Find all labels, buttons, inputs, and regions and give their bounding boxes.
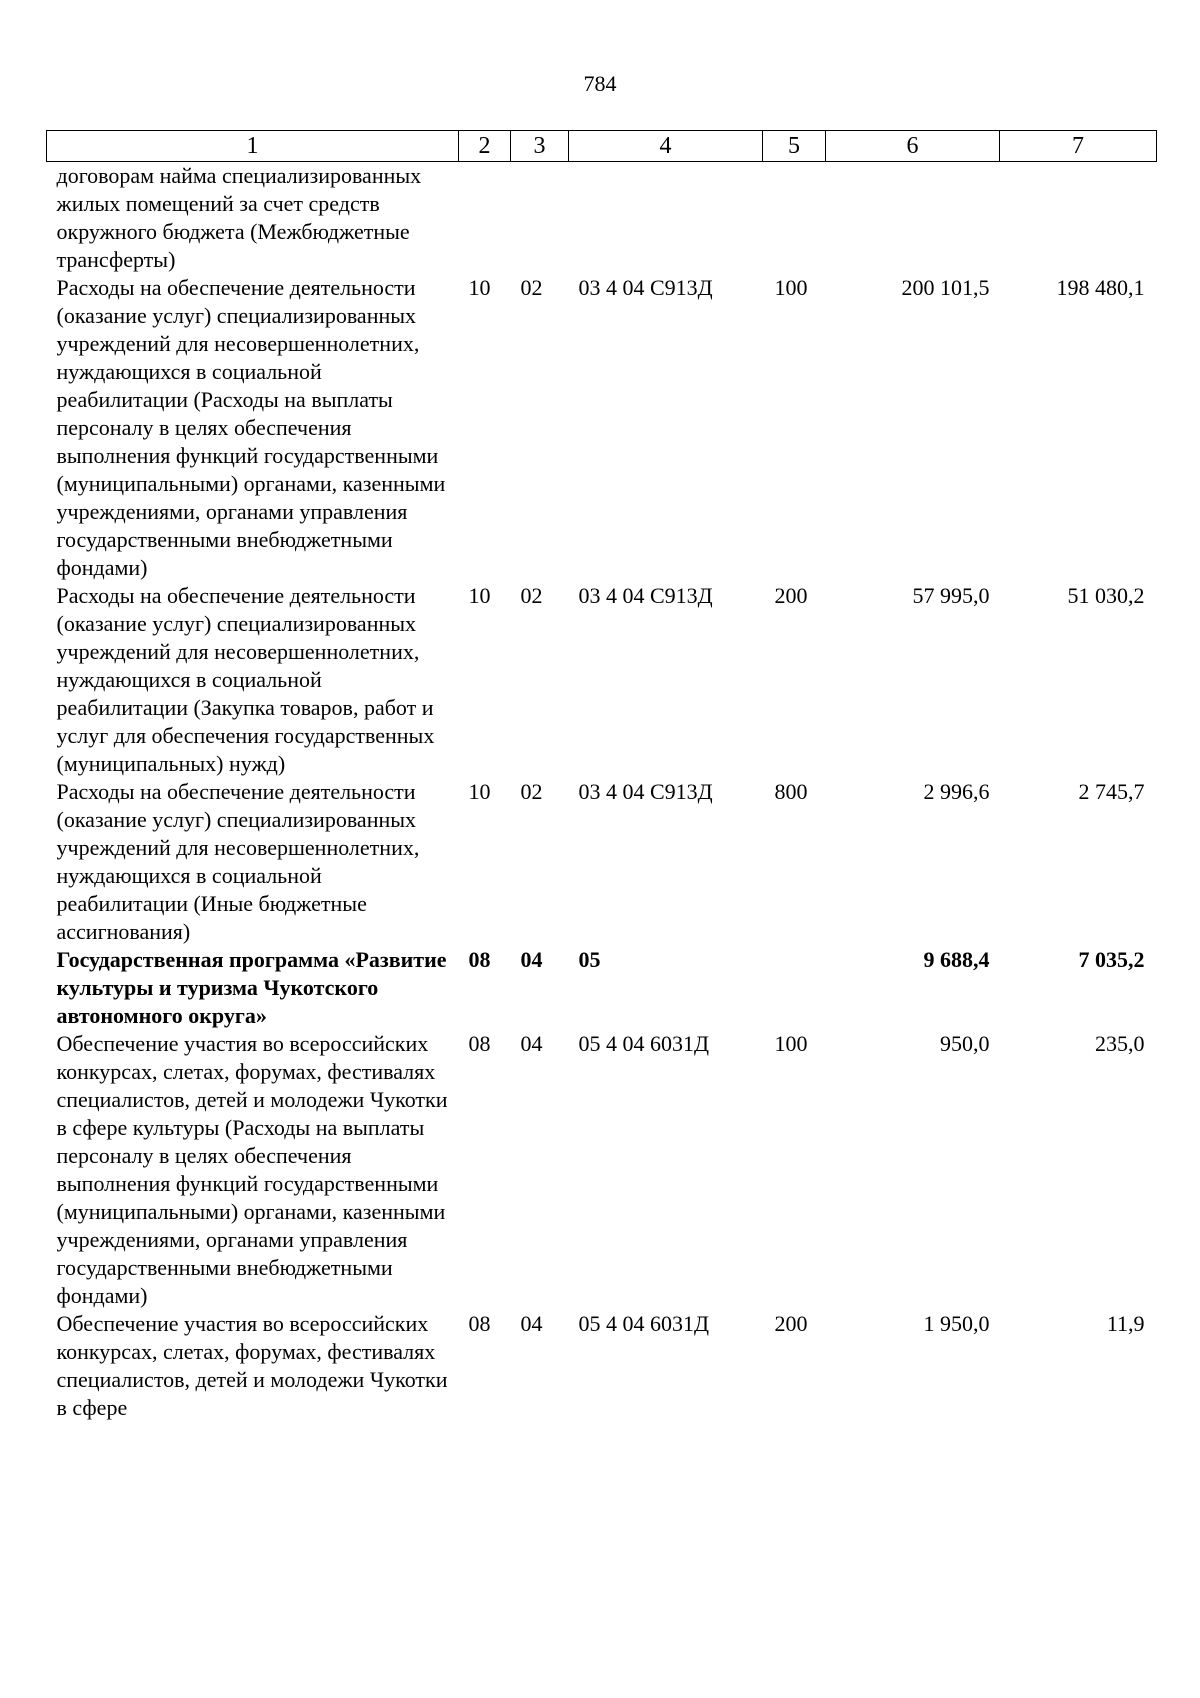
row-target-code-cell <box>569 162 763 275</box>
table-row <box>47 946 1157 1030</box>
row-name-cell: Расходы на обеспечение деятельности (оказание услуг) специализированных учреждений для несовершеннолетних, нуждающихся в социальной реабилитации (Иные бюджетные ассигнования) <box>56 779 420 944</box>
table-row <box>47 274 1157 582</box>
row-amount-col6-cell: 2 996,6 <box>923 779 990 804</box>
row-expense-type-cell: 200 <box>774 583 808 608</box>
row-section-cell: 10 <box>468 275 491 300</box>
row-subsection-cell <box>511 162 569 275</box>
row-amount-col6-cell <box>826 162 1000 275</box>
row-amount-col7-cell: 51 030,2 <box>1067 583 1145 608</box>
row-amount-col6-cell: 950,0 <box>940 1031 990 1056</box>
row-section-cell <box>459 162 511 275</box>
column-header-1: 1 <box>47 131 459 162</box>
column-header-3: 3 <box>511 131 569 162</box>
row-section-cell: 08 <box>468 1311 491 1336</box>
table-row <box>47 778 1157 946</box>
table-row <box>47 1030 1157 1310</box>
row-amount-col7-cell: 198 480,1 <box>1056 275 1145 300</box>
row-name-cell: Расходы на обеспечение деятельности (оказание услуг) специализированных учреждений для несовершеннолетних, нуждающихся в социальной реабилитации (Расходы на выплаты персоналу в целях обеспечения выполнения функций государственными (муниципальными) органами, казенными учреждениями, органами управления государственными внебюджетными фондами) <box>56 275 446 580</box>
row-expense-type-cell <box>763 162 826 275</box>
page-number: 784 <box>583 71 617 96</box>
column-header-6: 6 <box>826 131 1000 162</box>
row-subsection-cell: 02 <box>520 779 543 804</box>
row-target-code-cell: 05 4 04 6031Д <box>578 1311 710 1336</box>
table-body <box>47 162 1157 1423</box>
row-name-cell: Обеспечение участия во всероссийских конкурсах, слетах, форумах, фестивалях специалистов, детей и молодежи Чукотки в сфере культуры (Расходы на выплаты персоналу в целях обеспечения выполнения функций государственными (муниципальными) органами, казенными учреждениями, органами управления государственными внебюджетными фондами) <box>56 1031 448 1308</box>
row-amount-col7-cell: 2 745,7 <box>1078 779 1145 804</box>
row-name-cell: Расходы на обеспечение деятельности (оказание услуг) специализированных учреждений для несовершеннолетних, нуждающихся в социальной реабилитации (Закупка товаров, работ и услуг для обеспечения государственных (муниципальных) нужд) <box>56 583 435 776</box>
row-name-cell: Обеспечение участия во всероссийских конкурсах, слетах, форумах, фестивалях специалистов, детей и молодежи Чукотки в сфере <box>56 1311 448 1420</box>
row-name-cell: договорам найма специализированных жилых помещений за счет средств окружного бюджета (Межбюджетные трансферты) <box>56 163 422 272</box>
row-amount-col7-cell: 11,9 <box>1106 1311 1145 1336</box>
row-subsection-cell: 04 <box>520 1031 543 1056</box>
row-subsection-cell: 02 <box>520 583 543 608</box>
table-header-row <box>47 131 1157 162</box>
row-subsection-cell: 02 <box>520 275 543 300</box>
row-target-code-cell: 05 4 04 6031Д <box>578 1031 710 1056</box>
row-section-cell: 10 <box>468 779 491 804</box>
row-amount-col7-cell: 235,0 <box>1095 1031 1145 1056</box>
column-header-4: 4 <box>569 131 763 162</box>
table-row <box>47 1310 1157 1422</box>
row-amount-col6-cell: 200 101,5 <box>901 275 990 300</box>
row-target-code-cell: 03 4 04 С913Д <box>578 275 713 300</box>
row-target-code-cell: 03 4 04 С913Д <box>578 583 713 608</box>
row-amount-col6-cell: 1 950,0 <box>923 1311 990 1336</box>
row-section-cell: 08 <box>468 1031 491 1056</box>
budget-table <box>46 130 1157 1422</box>
row-subsection-cell: 04 <box>520 947 543 972</box>
column-header-2: 2 <box>459 131 511 162</box>
row-expense-type-cell: 100 <box>774 275 808 300</box>
row-target-code-cell: 05 <box>578 947 601 972</box>
table-row <box>47 162 1157 275</box>
row-name-cell: Государственная программа «Развитие культуры и туризма Чукотского автономного округа» <box>56 947 447 1028</box>
row-expense-type-cell: 200 <box>774 1311 808 1336</box>
row-amount-col7-cell <box>1000 162 1157 275</box>
row-expense-type-cell: 800 <box>774 779 808 804</box>
row-section-cell: 08 <box>468 947 491 972</box>
row-expense-type-cell: 100 <box>774 1031 808 1056</box>
row-amount-col7-cell: 7 035,2 <box>1078 947 1145 972</box>
table-row <box>47 582 1157 778</box>
row-subsection-cell: 04 <box>520 1311 543 1336</box>
row-amount-col6-cell: 9 688,4 <box>923 947 990 972</box>
column-header-7: 7 <box>1000 131 1157 162</box>
row-expense-type-cell <box>763 946 826 1030</box>
row-target-code-cell: 03 4 04 С913Д <box>578 779 713 804</box>
column-header-5: 5 <box>763 131 826 162</box>
row-section-cell: 10 <box>468 583 491 608</box>
row-amount-col6-cell: 57 995,0 <box>912 583 990 608</box>
